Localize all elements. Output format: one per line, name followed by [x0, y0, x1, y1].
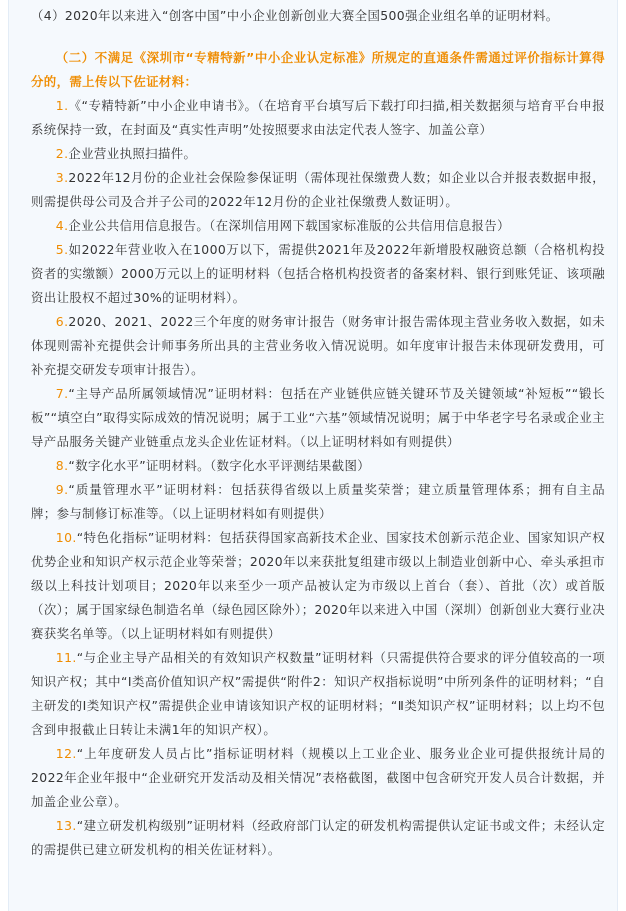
item-number: 1.	[55, 98, 69, 113]
list-item	[31, 478, 605, 526]
list-item	[31, 646, 605, 742]
item-text: “数字化水平”证明材料。（数字化水平评测结果截图）	[68, 458, 371, 473]
item-number: 8.	[55, 458, 69, 473]
item-text: “上年度研发人员占比”指标证明材料（规模以上工业企业、服务业企业可提供报统计局的2022年企业年报中“企业研究开发活动及相关情况”表格截图，截图中包含研究开发人员合计数据，并加盖企业公章）。	[31, 746, 605, 809]
item-number: 6.	[55, 314, 69, 329]
item-number: 5.	[55, 242, 69, 257]
item-text: 企业公共信用信息报告。（在深圳信用网下载国家标准版的公共信用信息报告）	[68, 218, 510, 233]
list-item	[31, 142, 605, 166]
item-number: 11.	[55, 650, 77, 665]
item-number: 9.	[55, 482, 69, 497]
list-item	[31, 94, 605, 142]
item-text: “特色化指标”证明材料：包括获得国家高新技术企业、国家技术创新示范企业、国家知识产权优势企业和知识产权示范企业等荣誉；2020年以来获批复组建市级以上制造业创新中心、牵头承担市级以上科技计划项目；2020年以来至少一项产品被认定为市级以上首台（套）、首批（次）或首版（次）；属于国家绿色制造名单（绿色园区除外）；2020年以来进入中国（深圳）创新创业大赛行业决赛获奖名单等。（以上证明材料如有则提供）	[31, 530, 605, 641]
list-item	[31, 526, 605, 646]
item-number: 7.	[55, 386, 69, 401]
item-number: 10.	[55, 530, 77, 545]
intro-paragraph: （4）2020年以来进入“创客中国”中小企业创新创业大赛全国500强企业组名单的证明材料。	[31, 8, 559, 23]
item-number: 12.	[55, 746, 77, 761]
materials-list	[31, 94, 605, 862]
document-page	[8, 0, 618, 911]
list-item	[31, 310, 605, 382]
list-item	[31, 166, 605, 214]
list-item	[31, 814, 605, 862]
item-text: “质量管理水平”证明材料：包括获得省级以上质量奖荣誉；建立质量管理体系；拥有自主品牌；参与制修订标准等。（以上证明材料如有则提供）	[31, 482, 605, 521]
list-item	[31, 742, 605, 814]
item-text: 2020、2021、2022三个年度的财务审计报告（财务审计报告需体现主营业务收入数据，如未体现则需补充提供会计师事务所出具的主营业务收入情况说明。如年度审计报告未体现研发费用，可补充提交研发专项审计报告）。	[31, 314, 605, 377]
list-item	[31, 382, 605, 454]
section-heading: （二）不满足《深圳市“专精特新”中小企业认定标准》所规定的直通条件需通过评价指标计算得分的，需上传以下佐证材料：	[31, 50, 605, 89]
list-item	[31, 454, 605, 478]
item-text: “与企业主导产品相关的有效知识产权数量”证明材料（只需提供符合要求的评分值较高的一项知识产权；其中“I类高价值知识产权”需提供“附件2：知识产权指标说明”中所列条件的证明材料；“自主研发的I类知识产权”需提供企业申请该知识产权的证明材料；“Ⅱ类知识产权”证明材料；以上均不包含到申报截止日转让未满1年的知识产权）。	[31, 650, 605, 737]
item-text: 2022年12月份的企业社会保险参保证明（需体现社保缴费人数；如企业以合并报表数据申报，则需提供母公司及合并子公司的2022年12月份的企业社保缴费人数证明）。	[31, 170, 605, 209]
item-text: 《“专精特新”中小企业申请书》。（在培育平台填写后下载打印扫描,相关数据须与培育平台申报系统保持一致，在封面及“真实性声明”处按照要求由法定代表人签字、加盖公章）	[31, 98, 605, 137]
item-text: 企业营业执照扫描件。	[68, 146, 197, 161]
list-item	[31, 238, 605, 310]
item-number: 2.	[55, 146, 69, 161]
item-number: 4.	[55, 218, 69, 233]
item-text: “建立研发机构级别”证明材料（经政府部门认定的研发机构需提供认定证书或文件；未经认定的需提供已建立研发机构的相关佐证材料）。	[31, 818, 605, 857]
item-text: “主导产品所属领域情况”证明材料：包括在产业链供应链关键环节及关键领域“补短板”“锻长板”“填空白”取得实际成效的情况说明；属于工业“六基”领域情况说明；属于中华老字号名录或企业主导产品服务关键产业链重点龙头企业佐证材料。（以上证明材料如有则提供）	[31, 386, 605, 449]
item-number: 3.	[55, 170, 69, 185]
list-item	[31, 214, 605, 238]
item-text: 如2022年营业收入在1000万以下，需提供2021年及2022年新增股权融资总额（合格机构投资者的实缴额）2000万元以上的证明材料（包括合格机构投资者的备案材料、银行到账凭证、该项融资出让股权不超过30%的证明材料）。	[31, 242, 605, 305]
item-number: 13.	[55, 818, 77, 833]
